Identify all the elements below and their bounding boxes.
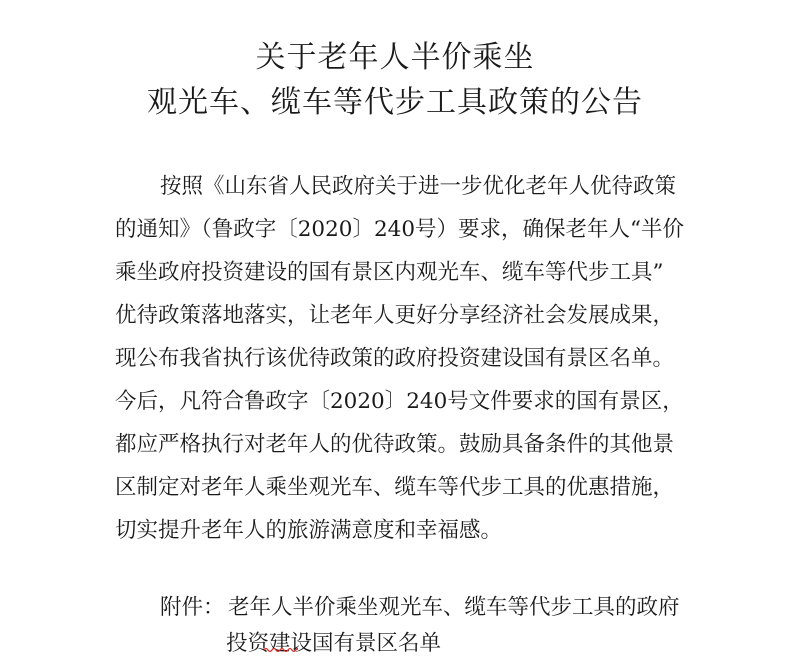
body-line-5: 现公布我省执行该优待政策的政府投资建设国有景区名单。: [115, 346, 675, 371]
body-line-1: 按照《山东省人民政府关于进一步优化老年人优待政策: [160, 174, 677, 199]
body-line-6: 今后，凡符合鲁政字〔2020〕240号文件要求的国有景区，: [115, 389, 684, 414]
document-title-line-1: 关于老年人半价乘坐: [255, 40, 535, 75]
attachment-label: 附件：: [160, 595, 225, 620]
body-line-2: 的通知》（鲁政字〔2020〕240号）要求，确保老年人“半价: [115, 217, 684, 242]
body-line-9: 切实提升老年人的旅游满意度和幸福感。: [115, 518, 503, 543]
body-line-3: 乘坐政府投资建设的国有景区内观光车、缆车等代步工具”: [115, 260, 664, 285]
spellcheck-underline: [264, 647, 298, 653]
body-line-8: 区制定对老年人乘坐观光车、缆车等代步工具的优惠措施，: [115, 475, 675, 500]
document-title-line-2: 观光车、缆车等代步工具政策的公告: [147, 85, 643, 120]
attachment-title-line-2: 投资建设国有景区名单: [226, 631, 442, 656]
body-line-7: 都应严格执行对老年人的优待政策。鼓励具备条件的其他景: [115, 432, 675, 457]
body-line-4: 优待政策落地落实，让老年人更好分享经济社会发展成果，: [115, 303, 675, 328]
attachment-title-line-1: 老年人半价乘坐观光车、缆车等代步工具的政府: [228, 595, 680, 620]
